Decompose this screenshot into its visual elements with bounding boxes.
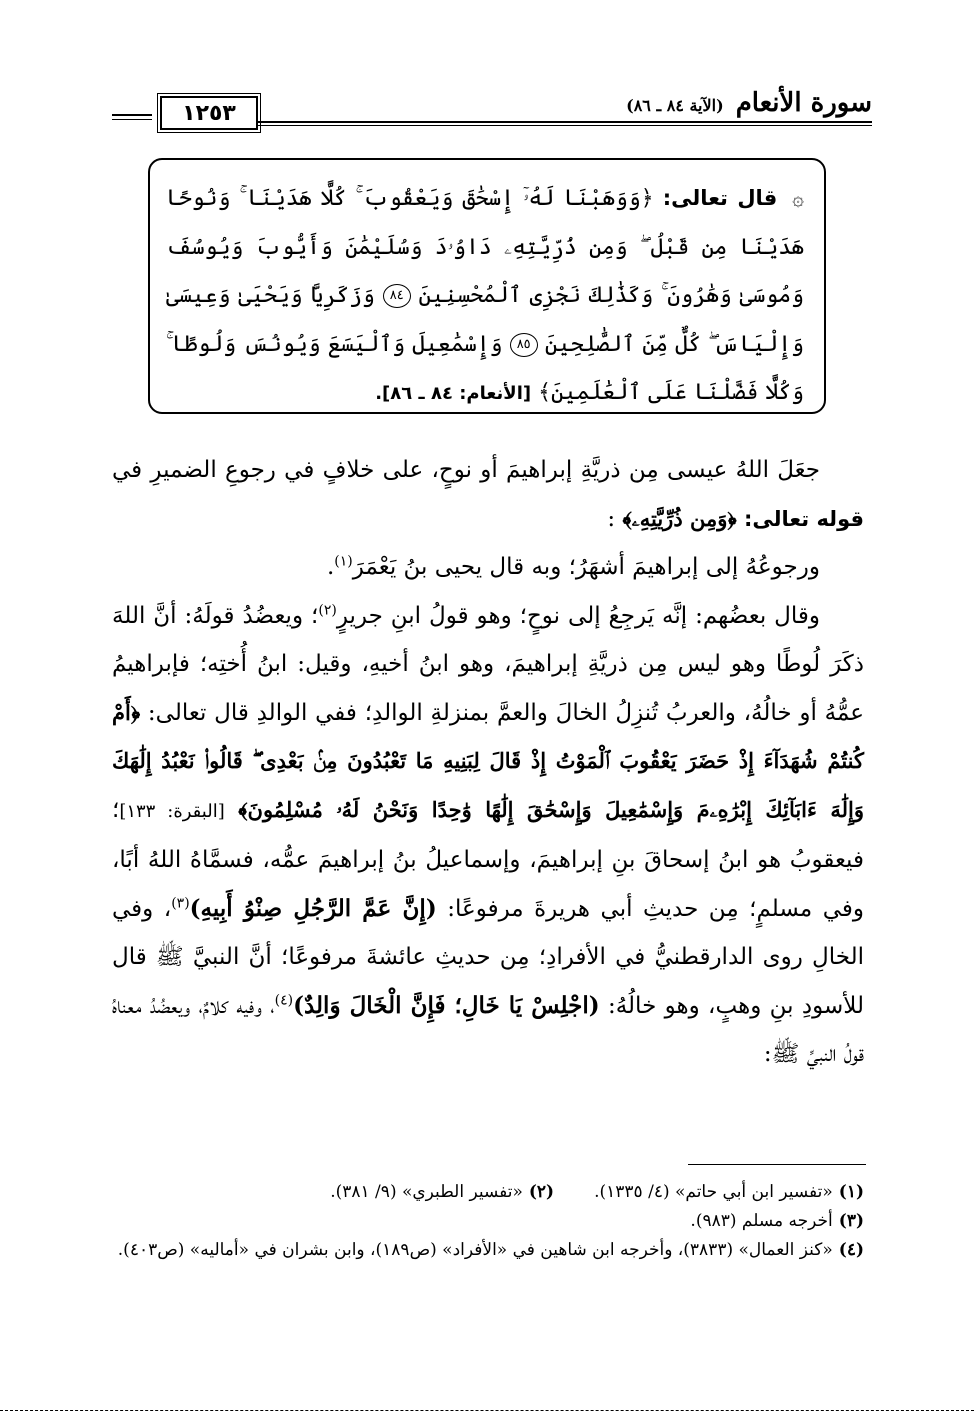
footnote-number: (٤) [838,1240,864,1260]
text-run: ؛ ويعضُدُ قولَهُ: أنَّ اللهَ ذكَرَ لُوطًا وهو ليس مِن ذريَّةِ إبراهيمَ، وهو ابنُ أخيهِ، وقيل: ابنُ أُختِه؛ فإبراهيمُ عمُّهُ أو خالُهُ، والعربُ تُنزِلُ الخالَ والعمَّ بمنزلةِ الوالدِ؛ ففي الوالدِ قال تعالى: [112,602,864,726]
quran-reference: [البقرة: ١٣٣] [119,800,225,822]
footnote-number: (٣) [838,1211,864,1231]
footnote-text: «تفسير الطبري» (٩/ ٣٨١). [330,1182,523,1202]
text-run: ، وفي الخالِ روى الدارقطنيُّ في الأفرادِ؛ مِن حديثِ عائشةَ مرفوعًا؛ أنَّ النبيَّ ﷺ قال للأسودِ بنِ وهبٍ، وهو خالُهُ: [112,895,864,1019]
text-run: . [326,554,335,580]
surah-title: سورة الأنعام [735,88,872,118]
ayah-number: ٨٤ [383,284,411,308]
footnote-text: أخرجه مسلم (٩٨٣). [690,1211,833,1231]
footnote-item [112,1236,864,1265]
header-rule [258,125,872,126]
quran-quote: ﴿وَمِن ذُرِّيَّتِهِۦ﴾ [622,505,737,531]
text-run: ؛ فيعقوبُ هو ابنُ إسحاقَ بنِ إبراهيمَ، وإسماعيلُ بنُ إبراهيمَ عمُّه، فسمَّاهُ اللهُ أبًا، وفي مسلمٍ؛ مِن حديثِ أبي هريرةَ مرفوعًا: [112,796,864,922]
verse-intro: قال تعالى: [662,186,778,210]
paragraph [112,543,864,592]
footnote-ref: (٣) [171,894,190,911]
bold-text: قوله تعالى: [743,506,864,531]
footnote-ref: (١) [334,553,353,570]
header-rule [112,114,152,116]
hadith-quote: (اجْلِسْ يَا خَالِ؛ فَإِنَّ الْخَالَ وَالِدٌ) [293,991,600,1019]
ayah-range: (الآية ٨٤ ـ ٨٦) [626,96,724,115]
header-rule [258,121,872,123]
ayah-number: ٨٥ [510,333,538,357]
paragraph [112,446,864,543]
running-title [626,88,872,118]
footnotes [112,1178,864,1265]
text-run: ورجوعُهُ إلى إبراهيمَ أشهَرُ؛ وبه قال يحيى بنُ يَعْمَرَ [352,554,820,580]
hadith-quote: (إِنَّ عَمَّ الرَّجُلِ صِنْوُ أَبِيهِ) [189,894,437,922]
footnote-number: (٢) [528,1182,555,1202]
verse-text: وَإِسْمَٰعِيلَ وَٱلْيَسَعَ وَيُونُسَ وَلُوطًا ۚ وَكُلًّا فَضَّلْنَا عَلَى ٱلْعَٰلَمِينَ﴾ [166,331,804,405]
text-run: ، وفيه كلامٌ، ويعضُدُ معناهُ قولُ النبيِّ ﷺ: [112,992,864,1067]
body-text [112,446,864,1079]
footnote-text: «تفسير ابن أبي حاتم» (٤/ ١٣٣٥). [594,1182,833,1202]
verse-box [148,158,826,414]
footnote-separator [688,1164,866,1165]
header-rule [112,119,152,120]
footnote-ref: (٤) [274,991,294,1008]
page-header [112,88,872,132]
footnote-row [112,1178,864,1207]
verse-marker: ۞ [792,186,805,210]
verse-text: وَزَكَرِيَّا وَيَحْيَىٰ وَعِيسَىٰ وَإِلْيَاسَ ۖ كُلٌّ مِّنَ ٱلصَّٰلِحِينَ [166,283,804,357]
page-number: ١٢٥٣ [160,96,258,130]
footnote-item [330,1178,554,1207]
verse-text: ﴿وَوَهَبْنَا لَهُۥٓ إِسْحَٰقَ وَيَعْقُوبَ ۚ كُلًّا هَدَيْنَا ۚ وَنُوحًا هَدَيْنَا مِن قَبْلُ ۖ وَمِن ذُرِّيَّتِهِۦ دَاوُۥدَ وَسُلَيْمَٰنَ وَأَيُّوبَ وَيُوسُفَ وَمُوسَىٰ وَهَٰرُونَ ۚ وَكَذَٰلِكَ نَجْزِى ٱلْمُحْسِنِينَ [166,186,805,308]
footnote-number: (١) [838,1182,864,1202]
page-edge-rule [0,1410,974,1411]
footnote-item [594,1178,864,1207]
text-run: وقال بعضُهم: إنَّه يَرجِعُ إلى نوحٍ؛ وهو قولُ ابنِ جريرٍ [336,602,820,629]
footnote-item [112,1207,864,1236]
footnote-text: «كنز العمال» (٣٨٣٣)، وأخرجه ابن شاهين في «الأفراد» (ص١٨٩)، وابن بشران في «أماليه» (ص٤٠٣). [117,1240,833,1260]
verse-reference: [الأنعام: ٨٤ ـ ٨٦]. [375,383,532,404]
text-run: : [607,505,616,532]
paragraph [112,592,864,1079]
quran-quote: ﴿أَمْ كُنتُمْ شُهَدَآءَ إِذْ حَضَرَ يَعْقُوبَ ٱلْمَوْتُ إِذْ قَالَ لِبَنِيهِ مَا تَعْبُدُونَ مِنۢ بَعْدِى ۖ قَالُوا۟ نَعْبُدُ إِلَٰهَكَ وَإِلَٰهَ ءَابَآئِكَ إِبْرَٰهِۦمَ وَإِسْمَٰعِيلَ وَإِسْحَٰقَ إِلَٰهًا وَٰحِدًا وَنَحْنُ لَهُۥ مُسْلِمُونَ﴾ [112,699,865,822]
footnote-ref: (٢) [318,601,337,618]
text-run: جعَلَ اللهُ عيسى مِن ذريَّةِ إبراهيمَ أو نوحٍ، على خلافٍ في رجوعِ الضميرِ في [112,457,820,483]
